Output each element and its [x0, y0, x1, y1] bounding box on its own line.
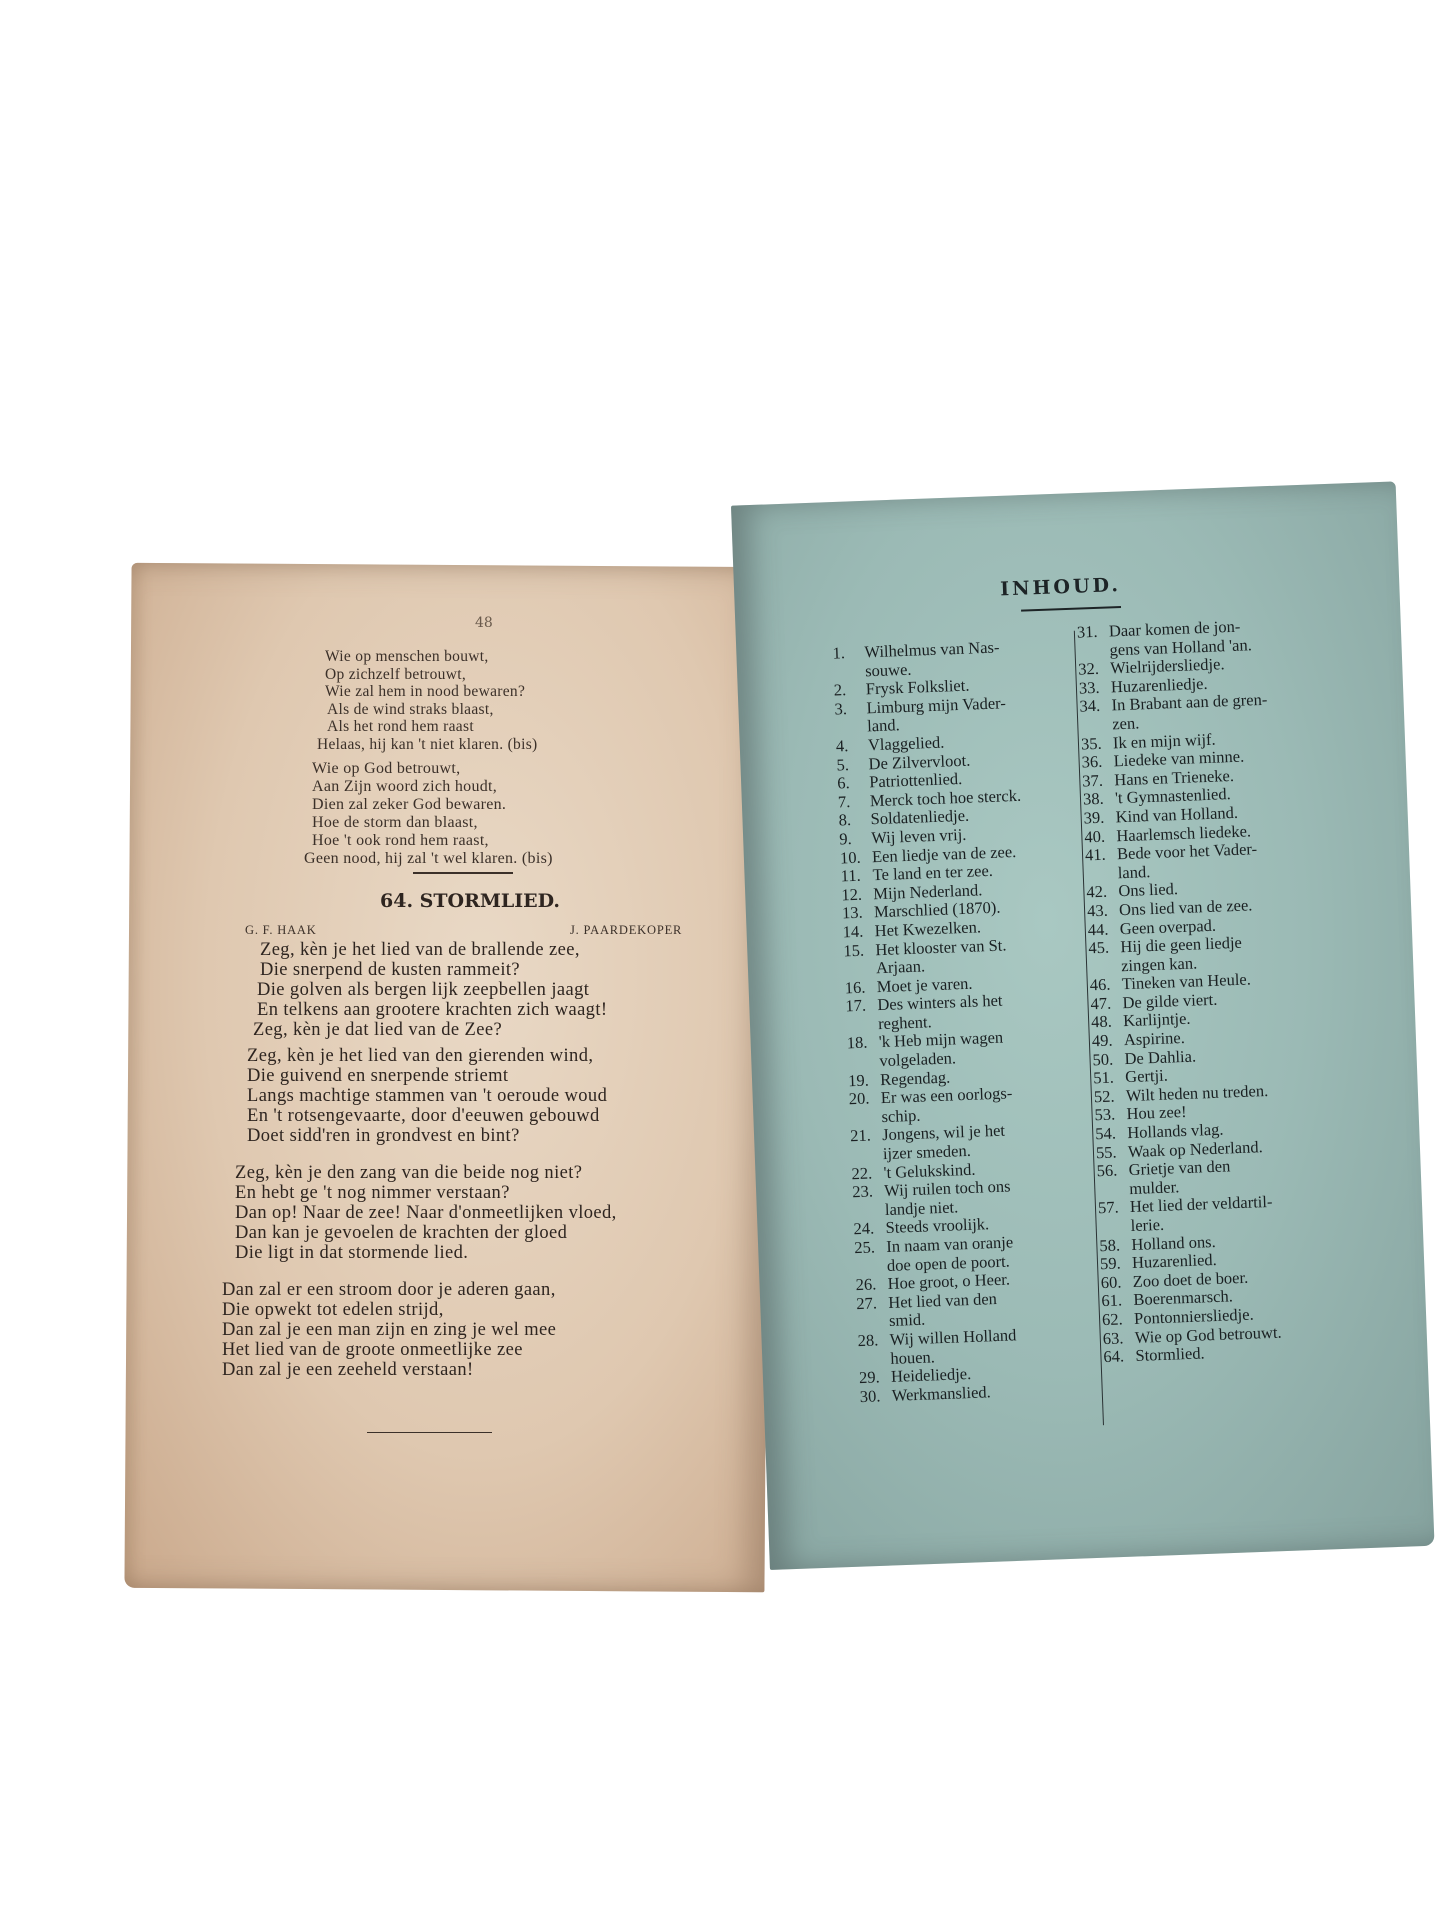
poem-line: Hoe de storm dan blaast,: [312, 814, 478, 831]
poem-line: Op zichzelf betrouwt,: [325, 665, 467, 683]
poem-line: Wie zal hem in nood bewaren?: [325, 683, 526, 700]
toc-entry-title: Bede voor het Vader-: [1116, 839, 1258, 864]
end-rule: [367, 1432, 492, 1433]
toc-entry-title: Pontonniersliedje.: [1133, 1304, 1254, 1328]
toc-entry-title: Frysk Folksliet.: [865, 675, 970, 699]
toc-entry-title: Waak op Nederland.: [1127, 1136, 1263, 1161]
toc-entry-number: 11.: [840, 865, 862, 886]
toc-entry-number: 43.: [1086, 900, 1109, 921]
toc-entry-number: 6.: [836, 773, 850, 793]
toc-entry-number: 14.: [842, 921, 864, 942]
toc-entry-number: 24.: [853, 1218, 875, 1239]
toc-entry-number: 50.: [1092, 1049, 1114, 1069]
lyricist-credit: J. PAARDEKOPER: [570, 923, 683, 937]
toc-entry-number: [835, 718, 868, 738]
toc-entry-title: Hoe groot, o Heer.: [887, 1269, 1011, 1294]
song-title: 64. STORMLIED.: [380, 890, 561, 912]
toc-entry-number: 13.: [841, 902, 864, 923]
toc-entry-title: Heideliedje.: [890, 1364, 972, 1387]
page-number: 48: [475, 615, 493, 631]
toc-entry-number: 15.: [843, 940, 865, 960]
toc-entry-number: 22.: [851, 1163, 873, 1183]
toc-entry-number: [851, 1145, 884, 1165]
toc-entry-title: Het klooster van St.: [875, 934, 1007, 959]
composer-credit: G. F. HAAK: [245, 923, 317, 937]
toc-entry-title: schip.: [881, 1105, 921, 1126]
song-line: Zeg, kèn je dat lied van de Zee?: [253, 1020, 503, 1040]
toc-entry-title: Mijn Nederland.: [872, 879, 983, 903]
toc-entry-number: 61.: [1101, 1290, 1123, 1311]
toc-entry-title: zingen kan.: [1120, 953, 1198, 975]
toc-entry-number: 3.: [834, 698, 848, 719]
toc-entry-title: Wij leven vrij.: [870, 824, 967, 848]
toc-entry-number: 45.: [1088, 937, 1110, 958]
toc-entry-title: lerie.: [1130, 1214, 1165, 1236]
toc-entry-number: [1097, 1180, 1130, 1200]
toc-entry-title: Aspirine.: [1123, 1028, 1186, 1050]
toc-entry-title: 'k Heb mijn wagen: [878, 1028, 1004, 1052]
song-line: Die golven als bergen lijk zeepbellen jaagt: [257, 980, 590, 1000]
toc-entry-title: Boerenmarsch.: [1133, 1286, 1234, 1310]
toc-entry-title: Hij die geen liedje: [1120, 932, 1243, 957]
toc-entry-number: 64.: [1103, 1346, 1125, 1367]
toc-entry-title: Grietje van den: [1128, 1156, 1231, 1180]
toc-entry-title: Wij willen Holland: [889, 1325, 1017, 1349]
song-line: Dan zal er een stroom door je aderen gaan,: [222, 1280, 556, 1300]
toc-entry-title: Jongens, wil je het: [881, 1121, 1006, 1145]
toc-entry-number: 46.: [1089, 974, 1111, 995]
toc-entry-title: Steeds vroolijk.: [885, 1214, 990, 1238]
toc-entry-title: zen.: [1111, 713, 1140, 734]
toc-entry-number: 26.: [855, 1274, 877, 1295]
toc-entry-title: In naam van oranje: [885, 1232, 1014, 1257]
toc-entry-number: 18.: [846, 1033, 868, 1053]
toc-entry-number: 62.: [1101, 1309, 1124, 1330]
toc-entry-number: 41.: [1084, 844, 1107, 865]
song-line: En telkens aan grootere krachten zich waagt!: [257, 1000, 608, 1020]
song-line: Het lied van de groote onmeetlijke zee: [222, 1340, 523, 1360]
toc-entry-number: 42.: [1086, 882, 1108, 902]
toc-entry-title: Ons lied.: [1118, 879, 1179, 901]
toc-entry-title: Hans en Trieneke.: [1113, 765, 1235, 790]
toc-entry-number: 59.: [1099, 1253, 1122, 1274]
toc-entry-number: 40.: [1084, 826, 1106, 847]
toc-entry-number: 35.: [1080, 733, 1102, 754]
toc-entry-number: 55.: [1095, 1142, 1117, 1162]
toc-entry-title: Wie op God betrouwt.: [1134, 1322, 1282, 1347]
toc-entry-title: Regendag.: [879, 1067, 951, 1089]
toc-entry-title: De Zilvervloot.: [868, 750, 971, 773]
poem-line: Helaas, hij kan 't niet klaren. (bis): [317, 735, 538, 753]
toc-entry-title: mulder.: [1128, 1177, 1180, 1198]
toc-entry-number: 17.: [845, 995, 867, 1016]
toc-entry-title: Het lied der veldartil-: [1129, 1192, 1273, 1217]
toc-entry-number: 32.: [1077, 659, 1100, 679]
toc-entry-number: [847, 1052, 880, 1072]
song-line: Langs machtige stammen van 't oeroude woud: [247, 1086, 608, 1106]
toc-entry-title: reghent.: [877, 1012, 933, 1034]
toc-entry-title: Patriottenlied.: [868, 769, 963, 792]
toc-entry-title: volgeladen.: [879, 1048, 957, 1071]
toc-entry-number: 30.: [859, 1386, 881, 1406]
toc-entry-title: Het Kwezelken.: [874, 917, 982, 941]
poem-line: Dien zal zeker God bewaren.: [312, 796, 507, 813]
toc-entry-number: [1098, 1217, 1131, 1237]
toc-entry-title: Vlaggelied.: [867, 732, 945, 755]
toc-entry-title: Des winters als het: [877, 990, 1003, 1015]
toc-entry-title: houen.: [890, 1346, 936, 1368]
toc-entry-title: Wilt heden nu treden.: [1125, 1080, 1269, 1105]
toc-entry-title: De Dahlia.: [1124, 1046, 1197, 1068]
toc-entry-number: 36.: [1081, 751, 1103, 772]
toc-entry-number: 44.: [1087, 919, 1109, 939]
song-line: Doet sidd'ren in grondvest en bint?: [247, 1126, 520, 1146]
toc-entry-title: Er was een oorlogs-: [880, 1083, 1013, 1108]
divider-rule: [413, 872, 513, 874]
song-line: Dan kan je gevoelen de krachten der gloed: [235, 1223, 568, 1243]
toc-entry-title: Arjaan.: [875, 956, 926, 978]
toc-entry-title: Karlijntje.: [1122, 1009, 1191, 1031]
toc-entry-number: 19.: [847, 1070, 870, 1090]
toc-entry-number: 16.: [844, 977, 866, 998]
toc-entry-number: 2.: [833, 680, 847, 700]
song-stanza-2: [247, 1046, 607, 1146]
toc-entry-number: 23.: [851, 1181, 874, 1202]
toc-entry-title: Te land en ter zee.: [872, 860, 994, 885]
toc-entry-number: 37.: [1082, 770, 1104, 791]
toc-entry-title: gens van Holland 'an.: [1109, 634, 1253, 660]
toc-entry-title: ijzer smeden.: [882, 1140, 972, 1164]
toc-entry-number: 28.: [857, 1330, 879, 1351]
poem-line: Aan Zijn woord zich houdt,: [312, 778, 498, 795]
toc-entry-number: [1089, 957, 1122, 977]
toc-entry-number: 29.: [858, 1367, 881, 1388]
toc-entry-number: 20.: [848, 1088, 870, 1109]
toc-entry-title: Daar komen de jon-: [1108, 616, 1241, 641]
toc-title: INHOUD.: [999, 573, 1122, 601]
poem-stanza-2: [304, 760, 553, 868]
song-line: Zeg, kèn je het lied van den gierenden wind,: [247, 1046, 594, 1066]
poem-line: Hoe 't ook rond hem raast,: [312, 832, 489, 849]
toc-entry-number: 60.: [1100, 1272, 1122, 1292]
poem-line: Als de wind straks blaast,: [327, 700, 494, 718]
toc-entry-number: [849, 1108, 882, 1128]
toc-entry-number: [855, 1257, 888, 1277]
toc-entry-title: Het lied van den: [887, 1288, 998, 1312]
toc-entry-title: Wielrijdersliedje.: [1109, 654, 1225, 678]
toc-column-2: [1077, 613, 1384, 1367]
song-stanza-1: [253, 940, 608, 1040]
toc-entry-number: 52.: [1093, 1086, 1115, 1107]
song-line: Die snerpend de kusten rammeit?: [260, 960, 521, 980]
toc-entry-number: 48.: [1090, 1012, 1113, 1032]
toc-entry-number: 1.: [832, 643, 846, 663]
toc-entry-title: Hollands vlag.: [1126, 1119, 1224, 1143]
toc-entry-title: Een liedje van de zee.: [871, 841, 1017, 866]
song-line: Die ligt in dat stormende lied.: [235, 1243, 469, 1263]
toc-entry-title: Ons lied van de zee.: [1118, 895, 1253, 920]
toc-entry-number: 34.: [1079, 696, 1101, 716]
toc-entry-number: 54.: [1094, 1123, 1117, 1144]
toc-entry-number: [844, 959, 877, 979]
toc-entry-number: 21.: [849, 1125, 872, 1146]
toc-entry-number: 49.: [1091, 1030, 1113, 1051]
toc-entry-title: Kind van Holland.: [1115, 802, 1239, 827]
toc-entry-number: 12.: [841, 884, 863, 905]
poem-line: Geen nood, hij zal 't wel klaren. (bis): [304, 850, 553, 867]
toc-entry-title: Haarlemsch liedeke.: [1116, 820, 1252, 845]
toc-entry-number: 58.: [1099, 1235, 1121, 1255]
toc-entry-title: Werkmanslied.: [891, 1382, 992, 1405]
toc-entry-number: 25.: [853, 1237, 876, 1258]
toc-entry-title: land.: [1117, 861, 1151, 882]
toc-entry-title: Holland ons.: [1131, 1231, 1216, 1254]
toc-entry-title: Hou zee!: [1126, 1102, 1187, 1124]
toc-entry-title: In Brabant aan de gren-: [1111, 690, 1268, 715]
song-line: Dan zal je een man zijn en zing je wel mee: [222, 1320, 557, 1340]
toc-entry-title: 't Gelukskind.: [883, 1159, 976, 1182]
toc-entry-title: Marschlied (1870).: [873, 897, 1001, 922]
toc-entry-number: 31.: [1076, 621, 1098, 642]
toc-entry-number: 57.: [1097, 1197, 1119, 1218]
poem-line: Wie op menschen bouwt,: [325, 648, 489, 665]
toc-entry-number: [1085, 864, 1118, 884]
toc-entry-title: land.: [866, 715, 901, 736]
toc-column-1: [832, 636, 1095, 1406]
toc-entry-title: doe open de poort.: [886, 1251, 1011, 1275]
song-line: Zeg, kèn je den zang van die beide nog niet?: [235, 1163, 583, 1183]
toc-entry-title: Tineken van Heule.: [1121, 969, 1252, 994]
toc-entry-title: Huzarenliedje.: [1110, 673, 1208, 697]
toc-entry-title: landje niet.: [884, 1197, 959, 1219]
toc-entry-number: 8.: [838, 810, 852, 830]
toc-entry-title: Moet je varen.: [876, 973, 973, 996]
song-line: En 't rotsengevaarte, door d'eeuwen gebouwd: [247, 1106, 600, 1126]
toc-entry-title: Stormlied.: [1135, 1343, 1205, 1366]
poem-line: Als het rond hem raast: [327, 718, 474, 735]
toc-entry-number: 39.: [1083, 807, 1105, 828]
toc-entry-number: 33.: [1078, 677, 1100, 698]
song-line: Dan zal je een zeeheld verstaan!: [222, 1360, 474, 1380]
song-line: Die opwekt tot edelen strijd,: [222, 1300, 444, 1320]
toc-title-rule: [1021, 606, 1121, 612]
toc-entry-number: 7.: [837, 791, 851, 812]
toc-entry-number: 27.: [856, 1293, 878, 1313]
toc-entry-title: De gilde viert.: [1122, 989, 1218, 1013]
toc-entry-number: 38.: [1082, 789, 1104, 809]
toc-entry-number: 47.: [1090, 993, 1112, 1014]
toc-entry-title: Huzarenlied.: [1131, 1250, 1218, 1273]
toc-entry-number: [1077, 641, 1110, 661]
toc-entry-title: Merck toch hoe sterck.: [869, 785, 1022, 811]
toc-entry-number: 63.: [1102, 1327, 1124, 1348]
toc-entry-number: 10.: [839, 847, 861, 867]
song-line: Dan op! Naar de zee! Naar d'onmeetlijken vloed,: [235, 1203, 617, 1223]
toc-entry-number: 53.: [1094, 1104, 1116, 1125]
toc-entry-number: [857, 1312, 890, 1332]
toc-entry-number: [858, 1350, 891, 1370]
toc-entry-title: 't Gymnastenlied.: [1114, 784, 1231, 808]
toc-entry-number: 51.: [1092, 1067, 1115, 1088]
toc-entry-number: 5.: [836, 754, 850, 775]
toc-entry-number: [833, 662, 866, 682]
toc-entry-number: 56.: [1096, 1160, 1118, 1181]
toc-entry-title: Wij ruilen toch ons: [883, 1176, 1011, 1201]
song-line: Die guivend en snerpende striemt: [247, 1066, 509, 1086]
toc-entry-title: Zoo doet de boer.: [1132, 1267, 1249, 1291]
toc-entry-number: 9.: [838, 828, 853, 849]
table-of-contents: [820, 565, 1392, 1464]
toc-entry-number: [853, 1201, 886, 1221]
toc-entry-number: [846, 1015, 879, 1035]
toc-entry-title: Geen overpad.: [1119, 915, 1217, 938]
toc-entry-title: Gertji.: [1124, 1065, 1169, 1087]
poem-stanza-1: [317, 648, 538, 753]
song-stanza-3: [235, 1163, 617, 1263]
toc-entry-title: Wilhelmus van Nas-: [864, 637, 1000, 662]
song-stanza-4: [222, 1280, 556, 1380]
toc-entry-title: smid.: [888, 1310, 926, 1331]
toc-entry-number: [1080, 715, 1113, 735]
toc-entry-title: Soldatenliedje.: [870, 806, 970, 829]
toc-entry-title: souwe.: [864, 659, 912, 680]
song-line: En hebt ge 't nog nimmer verstaan?: [235, 1183, 510, 1203]
song-line: Zeg, kèn je het lied van de brallende zee,: [260, 940, 580, 960]
toc-entry-number: 4.: [835, 736, 849, 756]
toc-entry-title: Liedeke van minne.: [1113, 746, 1245, 771]
toc-entry-title: Ik en mijn wijf.: [1112, 729, 1216, 752]
poem-line: Wie op God betrouwt,: [312, 760, 461, 777]
toc-entry-title: Limburg mijn Vader-: [866, 693, 1007, 718]
